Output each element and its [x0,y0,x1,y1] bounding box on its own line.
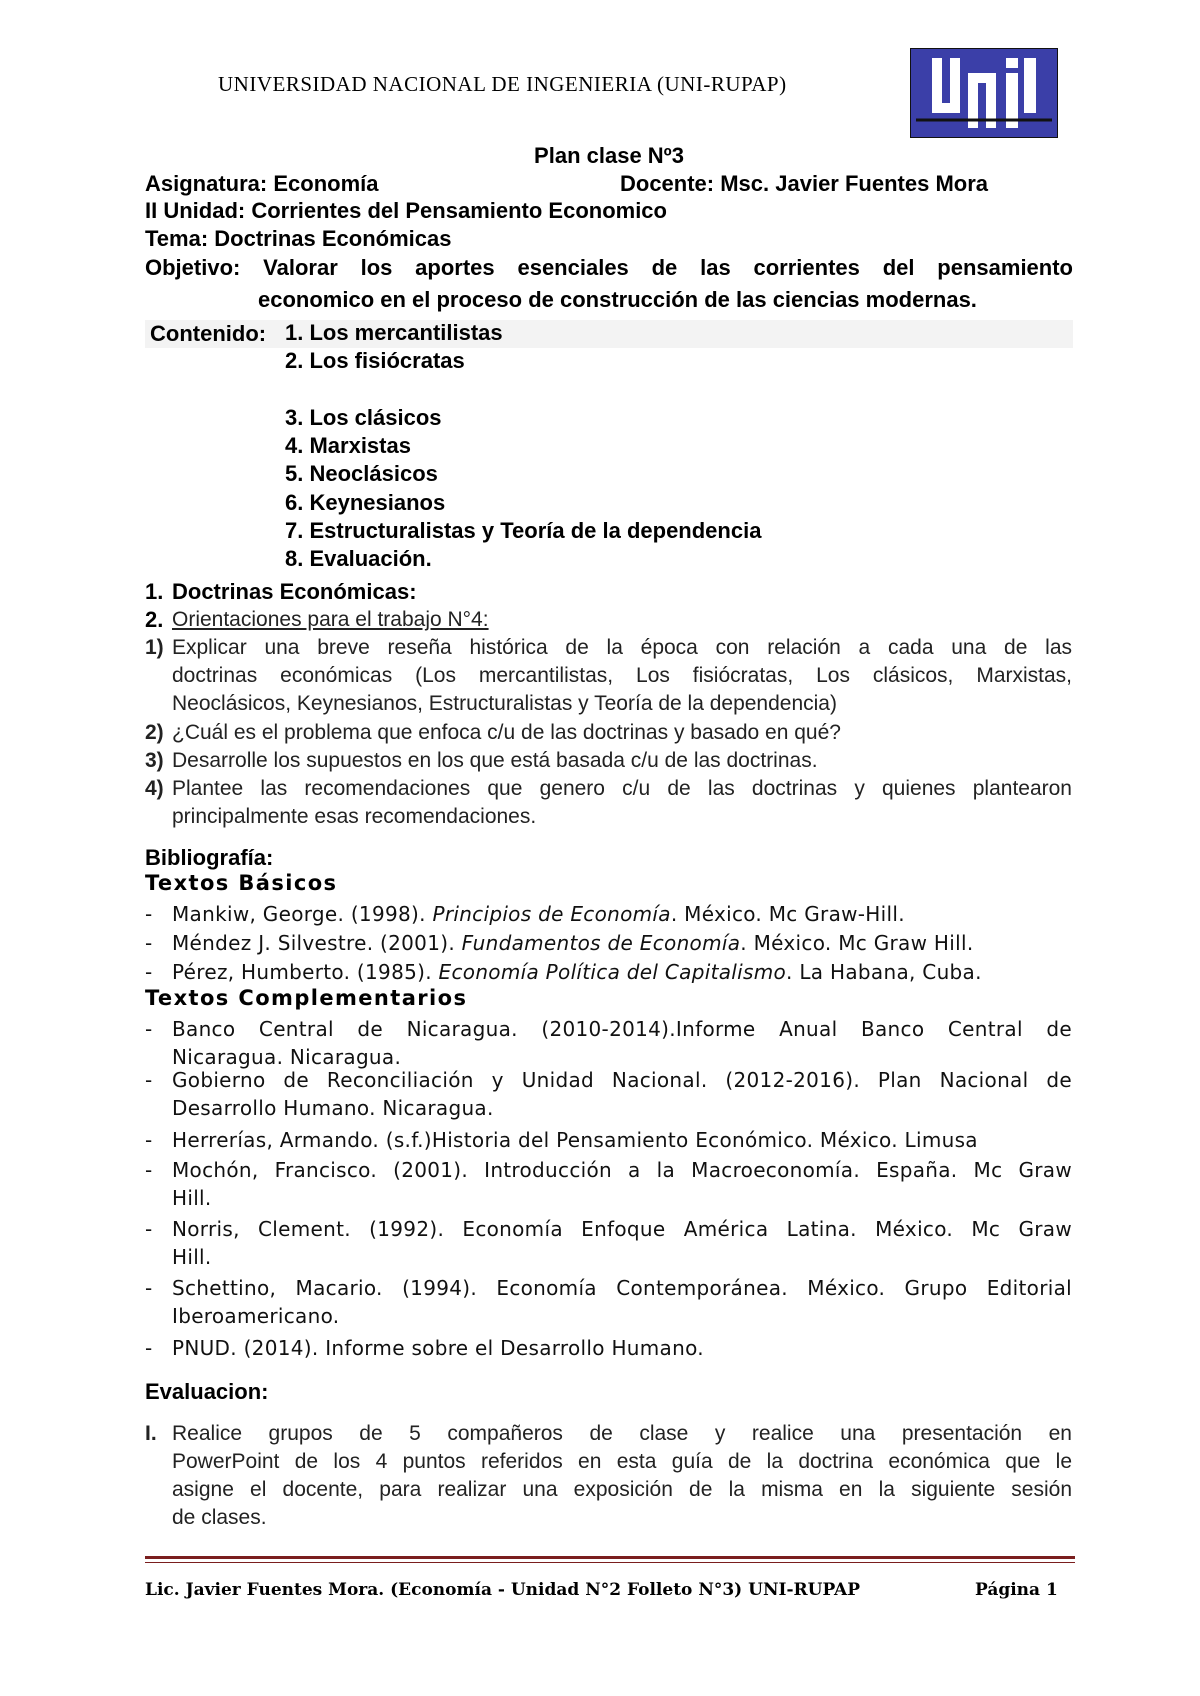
bib-dash: - [145,931,153,955]
footer-rule-thin [145,1562,1075,1563]
section2-title: Orientaciones para el trabajo N°4: [172,608,489,631]
contenido-item: 8. Evaluación. [285,546,432,571]
bib-dash: - [145,960,153,984]
orientacion-line: principalmente esas recomendaciones. [172,805,537,828]
footer-author: Lic. Javier Fuentes Mora. (Economía - Unidad N°2 Folleto N°3) UNI-RUPAP [145,1580,860,1600]
footer-rule [145,1556,1075,1559]
orientacion-text [172,719,1072,747]
orientacion-num: 2) [145,721,164,744]
orientacion-line: Plantee las recomendaciones que genero c/u de las doctrinas y quienes plantearon [172,777,1072,800]
bib-text: . México. Mc Graw-Hill. [670,902,905,926]
objetivo-line2: economico en el proceso de construcción de las ciencias modernas. [258,287,977,312]
bib-complementario-entry [172,1066,1072,1122]
bib-text: Méndez J. Silvestre. (2001). [172,931,462,955]
bib-text: . México. Mc Graw Hill. [740,931,974,955]
contenido-item: 6. Keynesianos [285,490,446,515]
university-header: UNIVERSIDAD NACIONAL DE INGENIERIA (UNI-RUPAP) [218,72,787,96]
contenido-item: 5. Neoclásicos [285,461,438,486]
bib-text: Pérez, Humberto. (1985). [172,960,439,984]
bib-line: Banco Central de Nicaragua. (2010-2014).Informe Anual Banco Central de [172,1017,1072,1041]
bib-basico-entry [172,929,1072,957]
evaluacion-title: Evaluacion: [145,1379,269,1404]
bib-dash: - [145,1128,153,1152]
section1-title: Doctrinas Económicas: [172,579,417,604]
bib-complementario-entry [172,1334,1072,1362]
orientacion-text [172,747,1072,775]
textos-basicos-title: Textos Básicos [145,871,338,895]
contenido-label: Contenido: [150,321,267,346]
orientacion-num: 1) [145,636,164,659]
orientacion-line: ¿Cuál es el problema que enfoca c/u de las doctrinas y basado en qué? [172,721,841,744]
section1-num: 1. [145,579,164,604]
contenido-item: 2. Los fisiócratas [285,348,465,373]
orientacion-text [172,634,1072,718]
bib-complementario-entry [172,1126,1072,1154]
orientacion-num: 3) [145,749,164,772]
bib-complementario-entry [172,1015,1072,1071]
bib-dash: - [145,1336,153,1360]
bib-dash: - [145,1158,153,1182]
evaluacion-line: PowerPoint de los 4 puntos referidos en esta guía de la doctrina económica que le [172,1450,1072,1473]
bib-complementario-entry [172,1215,1072,1271]
objetivo-line1: Objetivo: Valorar los aportes esenciales de las corrientes del pensamiento [145,255,1073,280]
bib-line: PNUD. (2014). Informe sobre el Desarrollo Humano. [172,1336,704,1360]
bib-line: Gobierno de Reconciliación y Unidad Nacional. (2012-2016). Plan Nacional de [172,1068,1072,1092]
uni-logo [910,48,1058,138]
contenido-item: 1. Los mercantilistas [285,320,503,345]
bib-dash: - [145,902,153,926]
bib-line: Iberoamericano. [172,1304,340,1328]
orientacion-line: Desarrolle los supuestos en los que está basada c/u de las doctrinas. [172,749,818,772]
asignatura: Asignatura: Economía [145,171,379,196]
unidad: II Unidad: Corrientes del Pensamiento Economico [145,198,667,223]
bib-line: Hill. [172,1245,212,1269]
bib-basico-entry [172,958,1072,986]
orientacion-text [172,775,1072,831]
bib-title-italic: Fundamentos de Economía [461,931,741,955]
bib-line: Norris, Clement. (1992). Economía Enfoque América Latina. México. Mc Graw [172,1217,1072,1241]
tema: Tema: Doctrinas Económicas [145,226,452,251]
orientacion-line: Explicar una breve reseña histórica de la época con relación a cada una de las [172,636,1072,659]
bib-line: Nicaragua. Nicaragua. [172,1045,402,1069]
bib-line: Schettino, Macario. (1994). Economía Contemporánea. México. Grupo Editorial [172,1276,1072,1300]
orientacion-num: 4) [145,777,164,800]
textos-complementarios-title: Textos Complementarios [145,986,468,1010]
page-number: Página 1 [975,1580,1058,1600]
evaluacion-line: Realice grupos de 5 compañeros de clase y realice una presentación en [172,1422,1072,1445]
bib-line: Desarrollo Humano. Nicaragua. [172,1096,494,1120]
bib-title-italic: Economía Política del Capitalismo [438,960,787,984]
orientacion-line: Neoclásicos, Keynesianos, Estructuralistas y Teoría de la dependencia) [172,692,837,715]
bib-dash: - [145,1068,153,1092]
contenido-item: 7. Estructuralistas y Teoría de la dependencia [285,518,762,543]
bib-line: Mochón, Francisco. (2001). Introducción a la Macroeconomía. España. Mc Graw [172,1158,1072,1182]
bib-dash: - [145,1276,153,1300]
bibliografia-title: Bibliografía: [145,845,274,870]
evaluacion-text [172,1420,1072,1532]
bib-dash: - [145,1217,153,1241]
bib-basico-entry [172,900,1072,928]
bib-complementario-entry [172,1274,1072,1330]
bib-line: Hill. [172,1186,212,1210]
bib-dash: - [145,1017,153,1041]
bib-text: . La Habana, Cuba. [786,960,982,984]
bib-text: Mankiw, George. (1998). [172,902,433,926]
bib-line: Herrerías, Armando. (s.f.)Historia del Pensamiento Económico. México. Limusa [172,1128,978,1152]
contenido-item: 4. Marxistas [285,433,411,458]
docente: Docente: Msc. Javier Fuentes Mora [620,171,989,196]
evaluacion-line: asigne el docente, para realizar una exposición de la misma en la siguiente sesión [172,1478,1072,1501]
contenido-item: 3. Los clásicos [285,405,442,430]
section2-num: 2. [145,607,164,632]
orientacion-line: doctrinas económicas (Los mercantilistas, Los fisiócratas, Los clásicos, Marxistas, [172,664,1072,687]
bib-complementario-entry [172,1156,1072,1212]
evaluacion-num: I. [145,1422,157,1445]
bib-title-italic: Principios de Economía [432,902,671,926]
evaluacion-line: de clases. [172,1506,267,1529]
plan-title: Plan clase Nº3 [534,143,684,168]
